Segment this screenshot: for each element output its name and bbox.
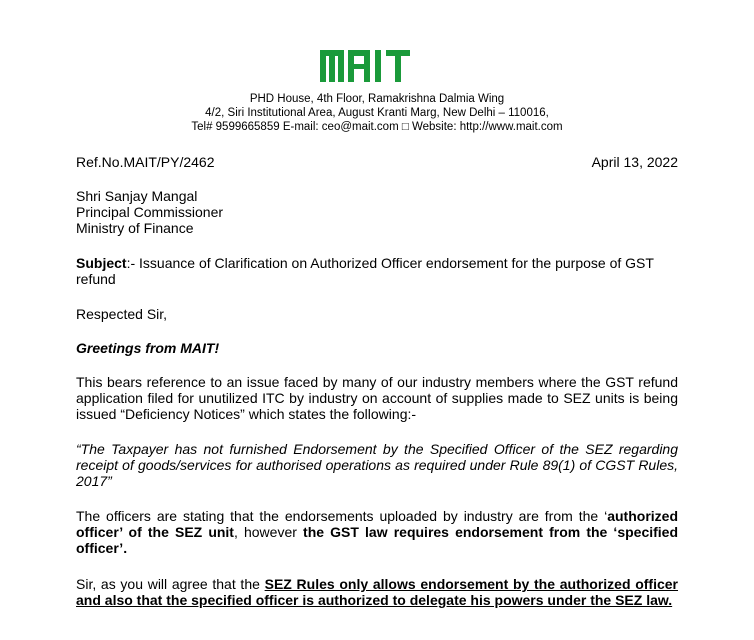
addressee-title: Principal Commissioner <box>76 204 224 220</box>
paragraph-2 <box>76 508 678 556</box>
letter-date: April 13, 2022 <box>591 154 678 170</box>
paragraph-1: This bears reference to an issue faced by many of our industry members where the GST refund application filed for unutilized ITC by industry on account of supplies made to SEZ units is being issued “Deficiency Notices” which states the following:- <box>76 374 678 422</box>
subject-text: :- Issuance of Clarification on Authorized Officer endorsement for the purpose of GST refund <box>76 255 654 287</box>
addressee-block <box>76 188 678 236</box>
addressee-org: Ministry of Finance <box>76 220 194 236</box>
reference-row <box>76 154 678 170</box>
para2-bold-2: the GST law requires endorsement from the ‘specified officer’. <box>76 524 679 556</box>
quoted-notice: “The Taxpayer has not furnished Endorsement by the Specified Officer of the SEZ regarding receipt of goods/services for authorised operations as required under Rule 89(1) of CGST Rules, 2017” <box>76 441 678 489</box>
para2-text-1: The officers are stating that the endorsements uploaded by industry are from the ‘ <box>76 508 608 524</box>
addressee-name: Shri Sanjay Mangal <box>76 188 198 204</box>
greeting: Greetings from MAIT! <box>76 340 220 356</box>
paragraph-3 <box>76 576 678 608</box>
para2-bold-1: authorized officer’ of the SEZ unit <box>76 508 678 540</box>
letterhead-address-line-2: 4/2, Siri Institutional Area, August Kranti Marg, New Delhi – 110016, <box>205 107 549 119</box>
para3-bold-underlined: SEZ Rules only allows endorsement by the authorized officer and also that the specified officer is authorized to delegate his powers under the SEZ law. <box>76 576 679 608</box>
subject-label: Subject <box>76 255 127 271</box>
letterhead-contact-line: Tel# 9599665859 E-mail: ceo@mait.com □ Website: http://www.mait.com <box>191 121 563 133</box>
salutation: Respected Sir, <box>76 306 168 322</box>
para3-text-1: Sir, as you will agree that the <box>76 576 265 592</box>
subject-line <box>76 255 678 287</box>
reference-number: Ref.No.MAIT/PY/2462 <box>76 154 215 170</box>
letterhead-address-line-1: PHD House, 4th Floor, Ramakrishna Dalmia Wing <box>249 93 505 105</box>
para2-text-2: , however <box>233 524 304 540</box>
mait-logo <box>320 42 410 86</box>
